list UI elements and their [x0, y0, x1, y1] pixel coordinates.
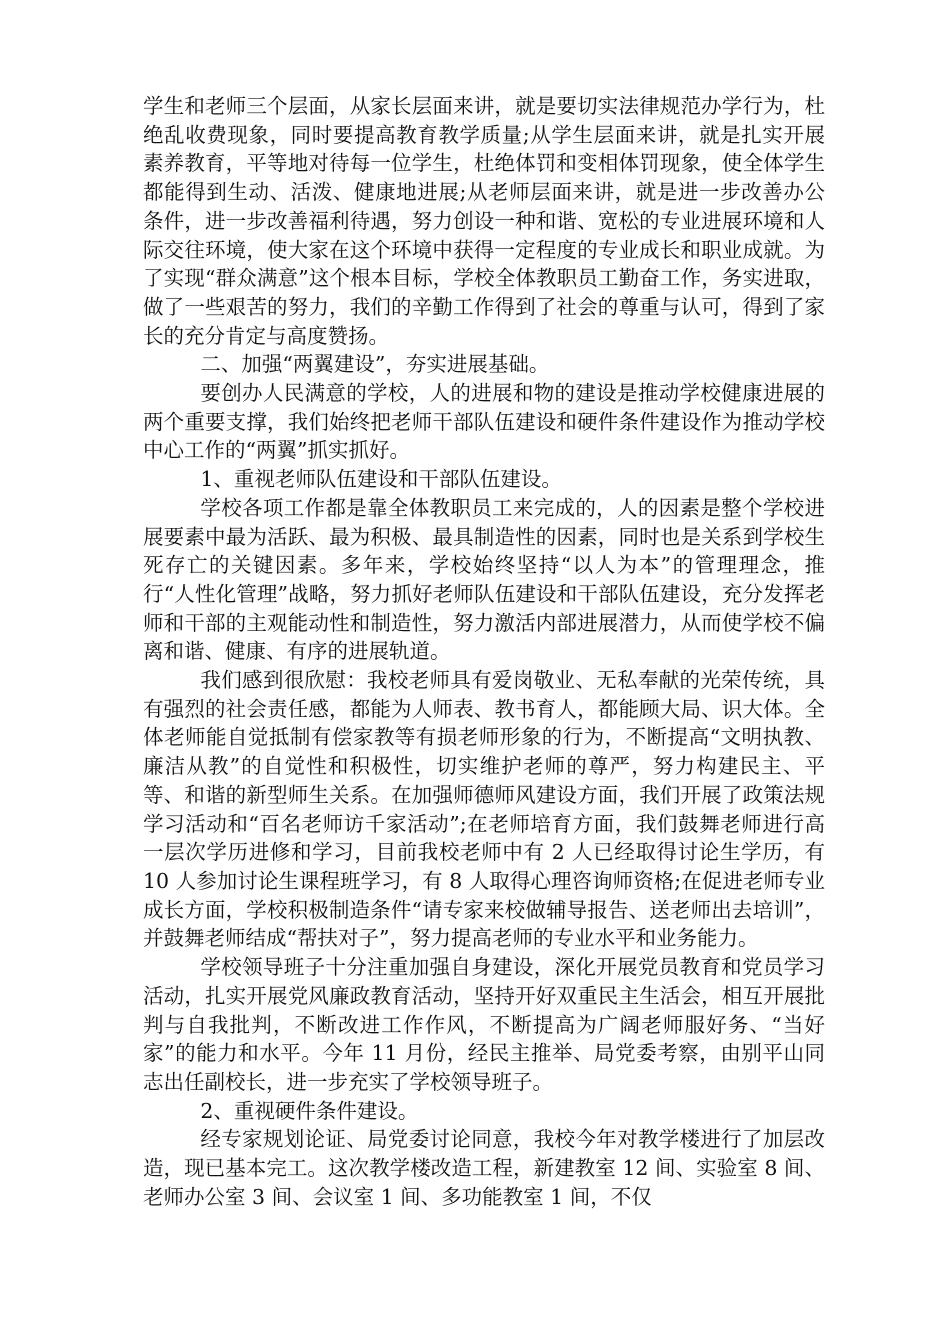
paragraph-hardware: 经专家规划论证、局党委讨论同意，我校今年对教学楼进行了加层改造，现已基本完工。这次教学楼改造工程，新建教室 12 间、实验室 8 间、老师办公室 3 间、会议室 1 间、多功能教室 1 间，不仅 — [143, 1127, 825, 1209]
paragraph-continued: 学生和老师三个层面，从家长层面来讲，就是要切实法律规范办学行为，杜绝乱收费现象，同时要提高教育教学质量;从学生层面来讲，就是扎实开展素养教育，平等地对待每一位学生，杜绝体罚和变相体罚现象，使全体学生都能得到生动、活泼、健康地进展;从老师层面来讲，就是进一步改善办公条件，进一步改善福利待遇，努力创设一种和谐、宽松的专业进展环境和人际交往环境，使大家在这个环境中获得一定程度的专业成长和职业成就。为了实现“群众满意”这个根本目标，学校全体教职员工勤奋工作，务实进取，做了一些艰苦的努力，我们的辛勤工作得到了社会的尊重与认可，得到了家长的充分肯定与高度赞扬。 — [143, 94, 825, 348]
subheading-hardware: 2、重视硬件条件建设。 — [200, 1098, 419, 1123]
paragraph-teacher-ethics: 我们感到很欣慰：我校老师具有爱岗敬业、无私奉献的光荣传统，具有强烈的社会责任感，都能为人师表、教书育人，都能顾大局、识大体。全体老师能自觉抵制有偿家教等有损老师形象的行为，不断提高“文明执教、廉洁从教”的自觉性和积极性，切实维护老师的尊严，努力构建民主、平等、和谐的新型师生关系。在加强师德师风建设方面，我们开展了政策法规学习活动和“百名老师访千家活动”;在老师培育方面，我们鼓舞老师进行高一层次学历进修和学习，目前我校老师中有 2 人已经取得讨论生学历，有 10 人参加讨论生课程班学习，有 8 人取得心理咨询师资格;在促进老师专业成长方面，学校积极制造条件“请专家来校做辅导报告、送老师出去培训”，并鼓舞老师结成“帮扶对子”，努力提高老师的专业水平和业务能力。 — [143, 668, 825, 951]
subheading-team-building: 1、重视老师队伍建设和干部队伍建设。 — [200, 467, 562, 492]
section-heading-two-wings: 二、加强“两翼建设”，夯实进展基础。 — [200, 352, 550, 377]
document-body — [143, 92, 825, 1211]
paragraph-team-building: 学校各项工作都是靠全体教职员工来完成的，人的因素是整个学校进展要素中最为活跃、最为积极、最具制造性的因素，同时也是关系到学校生死存亡的关键因素。多年来，学校始终坚持“以人为本”的管理理念，推行“人性化管理”战略，努力抓好老师队伍建设和干部队伍建设，充分发挥老师和干部的主观能动性和制造性，努力激活内部进展潜力，从而使学校不偏离和谐、健康、有序的进展轨道。 — [143, 495, 825, 664]
paragraph-leadership: 学校领导班子十分注重加强自身建设，深化开展党员教育和党员学习活动，扎实开展党风廉政教育活动，坚持开好双重民主生活会，相互开展批判与自我批判，不断改进工作作风，不断提高为广阔老师服好务、“当好家”的能力和水平。今年 11 月份，经民主推举、局党委考察，由别平山同志出任副校长，进一步充实了学校领导班子。 — [143, 955, 825, 1094]
paragraph-two-wings-intro: 要创办人民满意的学校，人的进展和物的建设是推动学校健康进展的两个重要支撑，我们始终把老师干部队伍建设和硬件条件建设作为推动学校中心工作的“两翼”抓实抓好。 — [143, 381, 825, 463]
